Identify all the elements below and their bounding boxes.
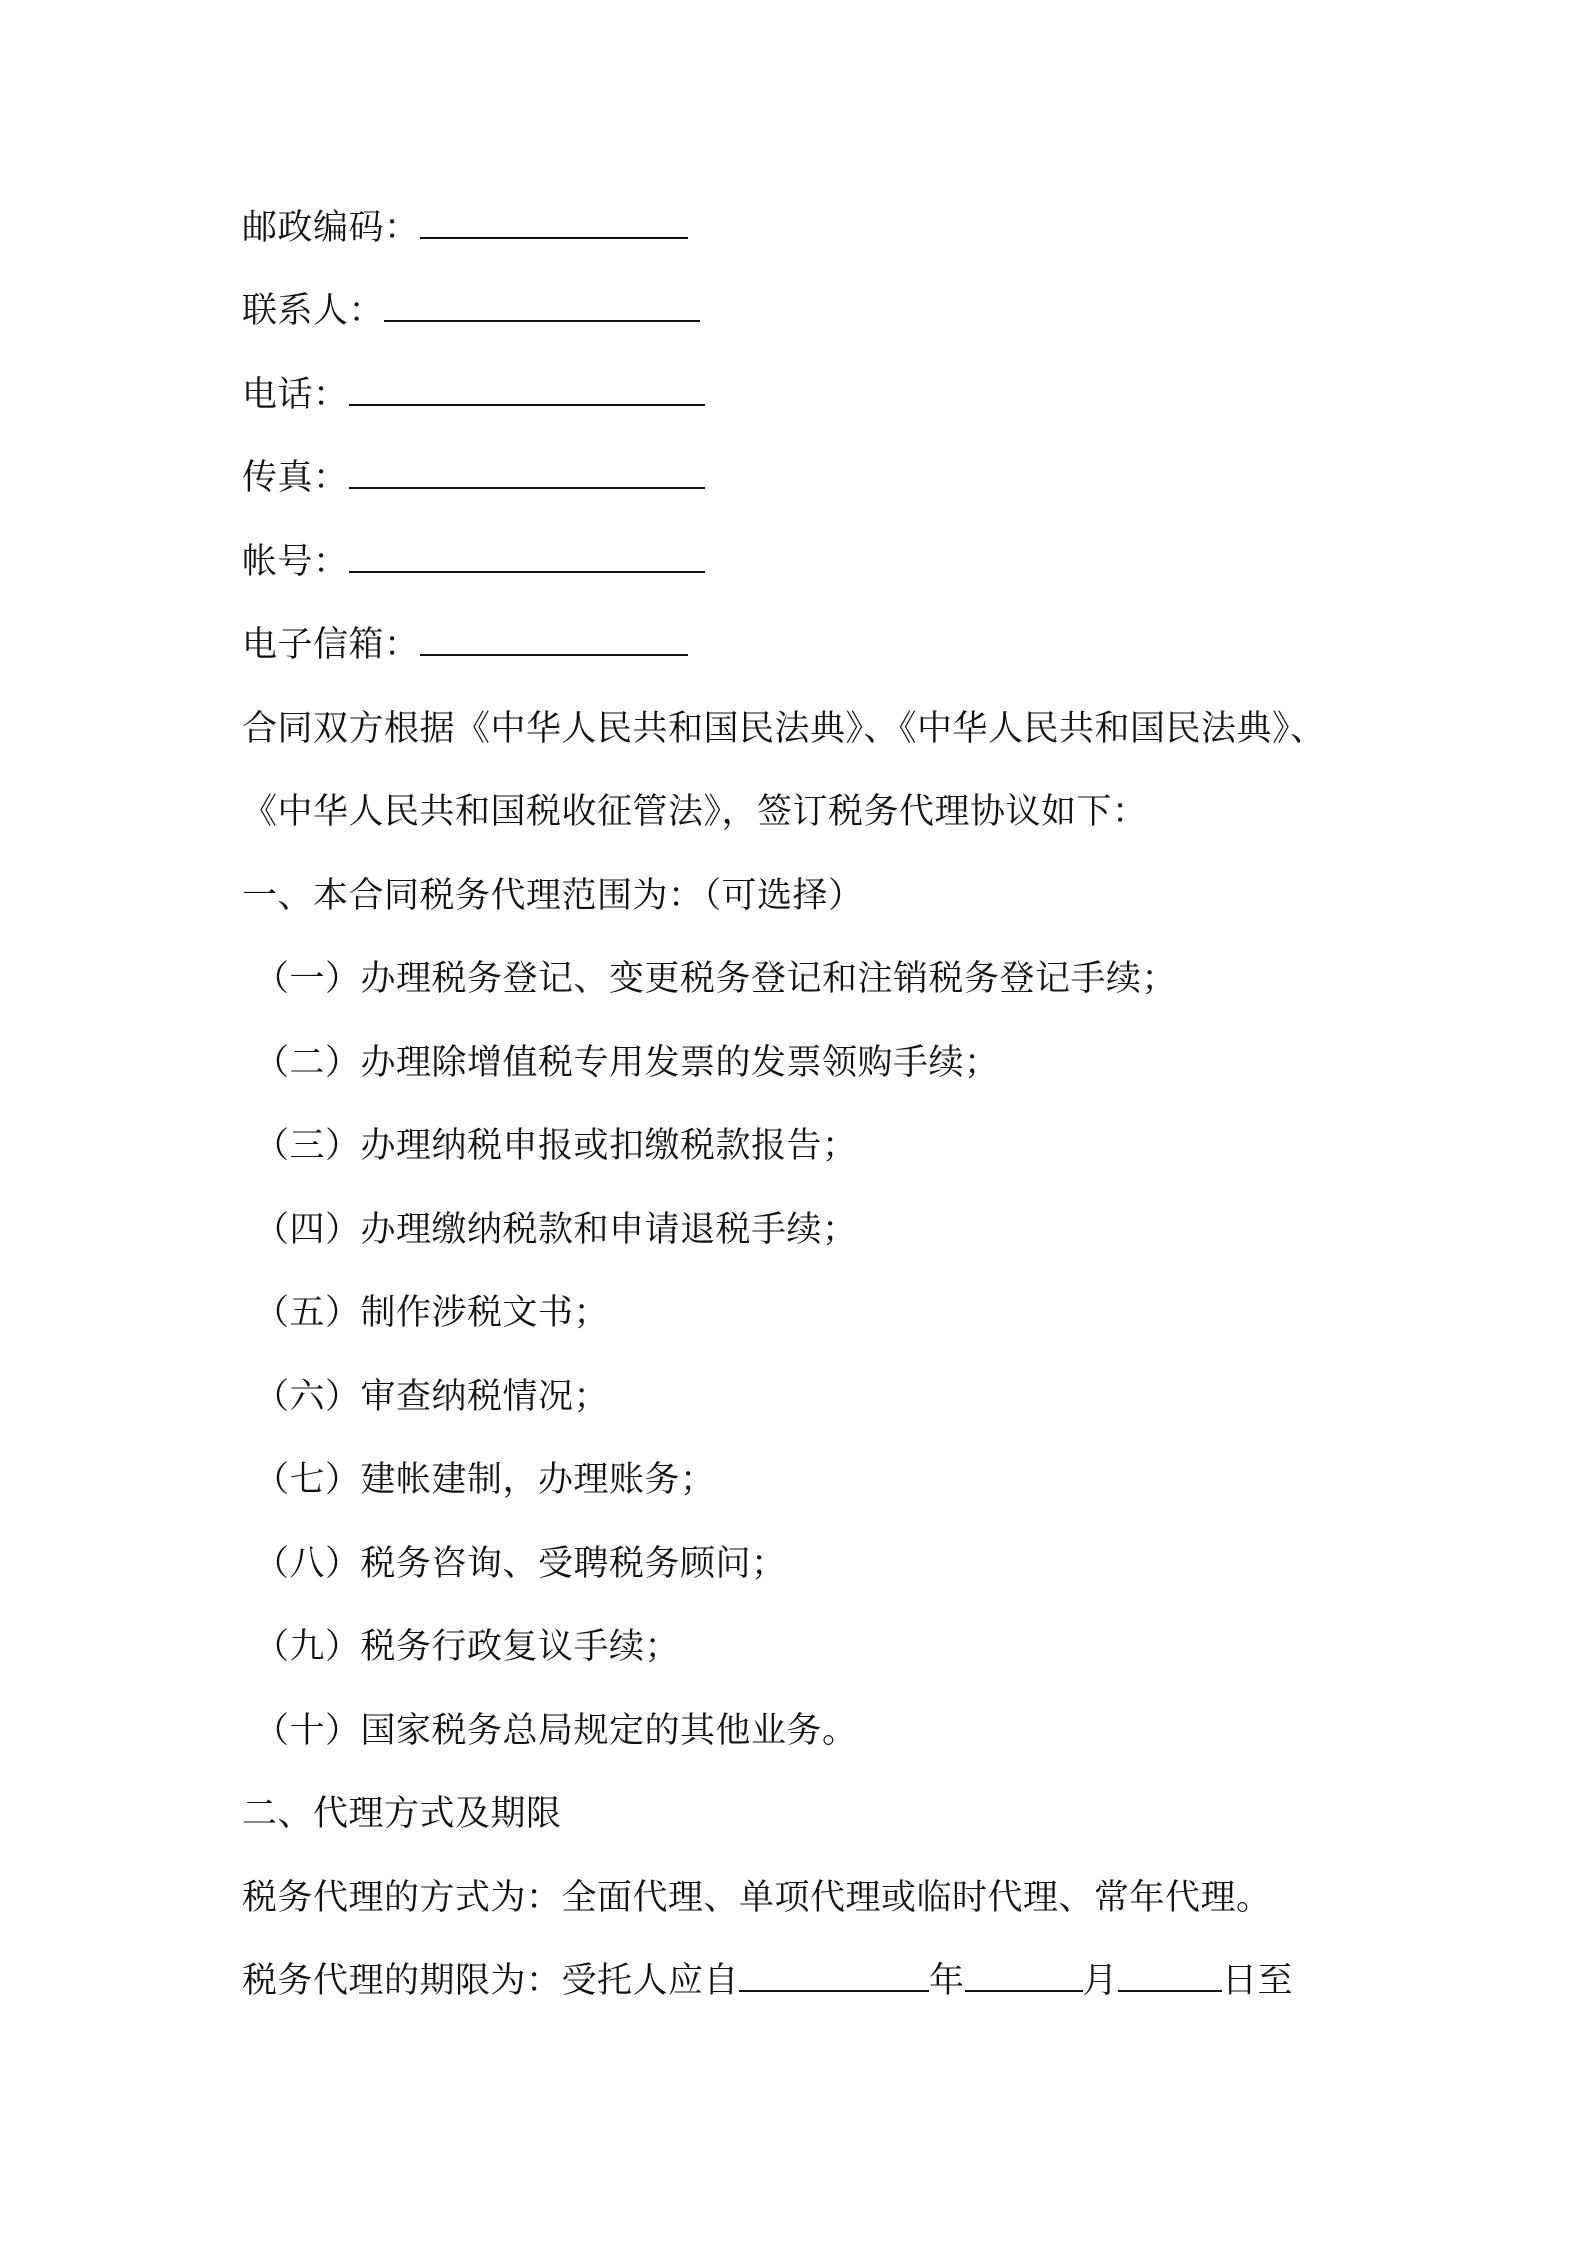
scope-item: （四）办理缴纳税款和申请退税手续； [254, 1210, 858, 1250]
account-blank[interactable] [349, 539, 705, 573]
phone-field [242, 372, 705, 418]
postal-code-field [242, 205, 688, 251]
scope-item: （九）税务行政复议手续； [254, 1627, 681, 1667]
scope-item: （二）办理除增值税专用发票的发票领购手续； [254, 1043, 1000, 1083]
agency-term [242, 1958, 1293, 2004]
intro-line-2: 《中华人民共和国税收征管法》，签订税务代理协议如下： [242, 792, 1148, 832]
term-day-blank[interactable] [1118, 1958, 1222, 1992]
agency-method: 税务代理的方式为：全面代理、单项代理或临时代理、常年代理。 [242, 1878, 1272, 1918]
term-year-blank[interactable] [739, 1958, 929, 1992]
term-year-label: 年 [929, 1961, 965, 2001]
fax-blank[interactable] [349, 455, 705, 489]
scope-item: （一）办理税务登记、变更税务登记和注销税务登记手续； [254, 959, 1178, 999]
email-label: 电子信箱： [242, 625, 420, 665]
phone-blank[interactable] [349, 372, 705, 406]
account-field [242, 539, 705, 585]
term-prefix: 税务代理的期限为：受托人应自 [242, 1961, 740, 2001]
email-blank[interactable] [420, 622, 688, 656]
postal-code-blank[interactable] [420, 205, 688, 239]
section-1-heading: 一、本合同税务代理范围为：（可选择） [242, 876, 864, 916]
contact-person-blank[interactable] [384, 288, 700, 322]
scope-item: （十）国家税务总局规定的其他业务。 [254, 1711, 858, 1751]
postal-code-label: 邮政编码： [242, 208, 420, 248]
phone-label: 电话： [242, 375, 349, 415]
account-label: 帐号： [242, 542, 349, 582]
term-month-blank[interactable] [965, 1958, 1083, 1992]
contact-person-field [242, 288, 700, 334]
section-2-heading: 二、代理方式及期限 [242, 1794, 562, 1834]
email-field [242, 622, 688, 668]
scope-item: （七）建帐建制，办理账务； [254, 1460, 716, 1500]
term-month-label: 月 [1082, 1961, 1119, 2001]
scope-item: （八）税务咨询、受聘税务顾问； [254, 1544, 787, 1584]
fax-label: 传真： [242, 458, 349, 498]
scope-item: （五）制作涉税文书； [254, 1293, 610, 1333]
scope-item: （三）办理纳税申报或扣缴税款报告； [254, 1126, 858, 1166]
fax-field [242, 455, 705, 501]
intro-line-1: 合同双方根据《中华人民共和国民法典》、《中华人民共和国民法典》、 [242, 709, 1326, 749]
contact-person-label: 联系人： [242, 291, 385, 331]
scope-item: （六）审查纳税情况； [254, 1377, 610, 1417]
term-day-label: 日至 [1222, 1961, 1294, 2001]
